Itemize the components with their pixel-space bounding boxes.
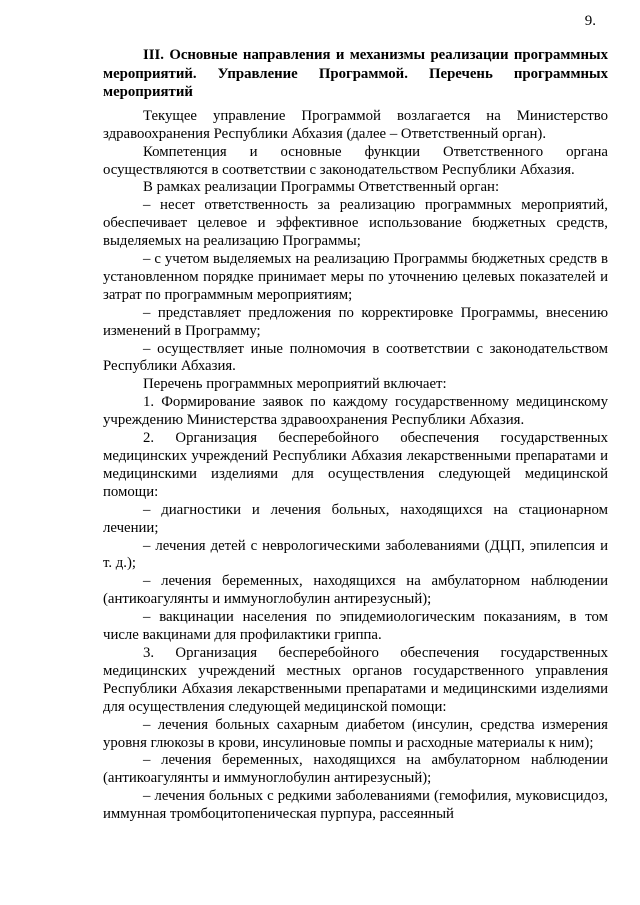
- paragraph: Текущее управление Программой возлагается на Министерство здравоохранения Республики Абхазия (далее – Ответственный орган).: [103, 107, 608, 142]
- list-item-dash: – лечения беременных, находящихся на амбулаторном наблюдении (антикоагулянты и иммуноглобулин антирезусный);: [103, 573, 608, 608]
- list-item-dash: – несет ответственность за реализацию программных мероприятий, обеспечивает целевое и эффективное использование бюджетных средств, выделяемых на реализацию Программы;: [103, 197, 608, 250]
- list-item-dash: – лечения беременных, находящихся на амбулаторном наблюдении (антикоагулянты и иммуноглобулин антирезусный);: [103, 752, 608, 787]
- list-item-dash: – вакцинации населения по эпидемиологическим показаниям, в том числе вакцинами для профилактики гриппа.: [103, 609, 608, 644]
- page-number: 9.: [584, 13, 596, 29]
- list-item-numbered: 2. Организация бесперебойного обеспечения государственных медицинских учреждений Республики Абхазия лекарственными препаратами и медицинскими изделиями для осуществления следующей медицинской помощи:: [103, 430, 608, 500]
- paragraph: Перечень программных мероприятий включает:: [143, 376, 447, 393]
- list-item-numbered: 3. Организация бесперебойного обеспечения государственных медицинских учреждений местных органов государственного управления Республики Абхазия лекарственными препаратами и медицинскими изделиями для осуществления следующей медицинской помощи:: [103, 644, 608, 715]
- list-item-dash: – лечения больных с редкими заболеваниями (гемофилия, муковисцидоз, иммунная тромбоцитопеническая пурпура, рассеянный: [103, 788, 608, 823]
- paragraph: Компетенция и основные функции Ответственного органа осуществляются в соответствии с законодательством Республики Абхазия.: [103, 143, 608, 178]
- list-item-dash: – лечения больных сахарным диабетом (инсулин, средства измерения уровня глюкозы в крови, инсулиновые помпы и расходные материалы к ним);: [103, 716, 608, 751]
- list-item-numbered: 1. Формирование заявок по каждому государственному медицинскому учреждению Министерства здравоохранения Республики Абхазия.: [103, 394, 608, 429]
- list-item-dash: – осуществляет иные полномочия в соответствии с законодательством Республики Абхазия.: [103, 340, 608, 375]
- list-item-dash: – диагностики и лечения больных, находящихся на стационарном лечении;: [103, 501, 608, 536]
- list-item-dash: – лечения детей с неврологическими заболеваниями (ДЦП, эпилепсия и т. д.);: [103, 537, 608, 572]
- paragraph: В рамках реализации Программы Ответственный орган:: [143, 179, 500, 196]
- list-item-dash: – с учетом выделяемых на реализацию Программы бюджетных средств в установленном порядке принимает меры по уточнению целевых показателей и затрат по программным мероприятиям;: [103, 251, 608, 303]
- list-item-dash: – представляет предложения по корректировке Программы, внесению изменений в Программу;: [103, 304, 608, 339]
- document-title: III. Основные направления и механизмы реализации программных мероприятий. Управление Программой. Перечень программных мероприятий: [103, 47, 608, 101]
